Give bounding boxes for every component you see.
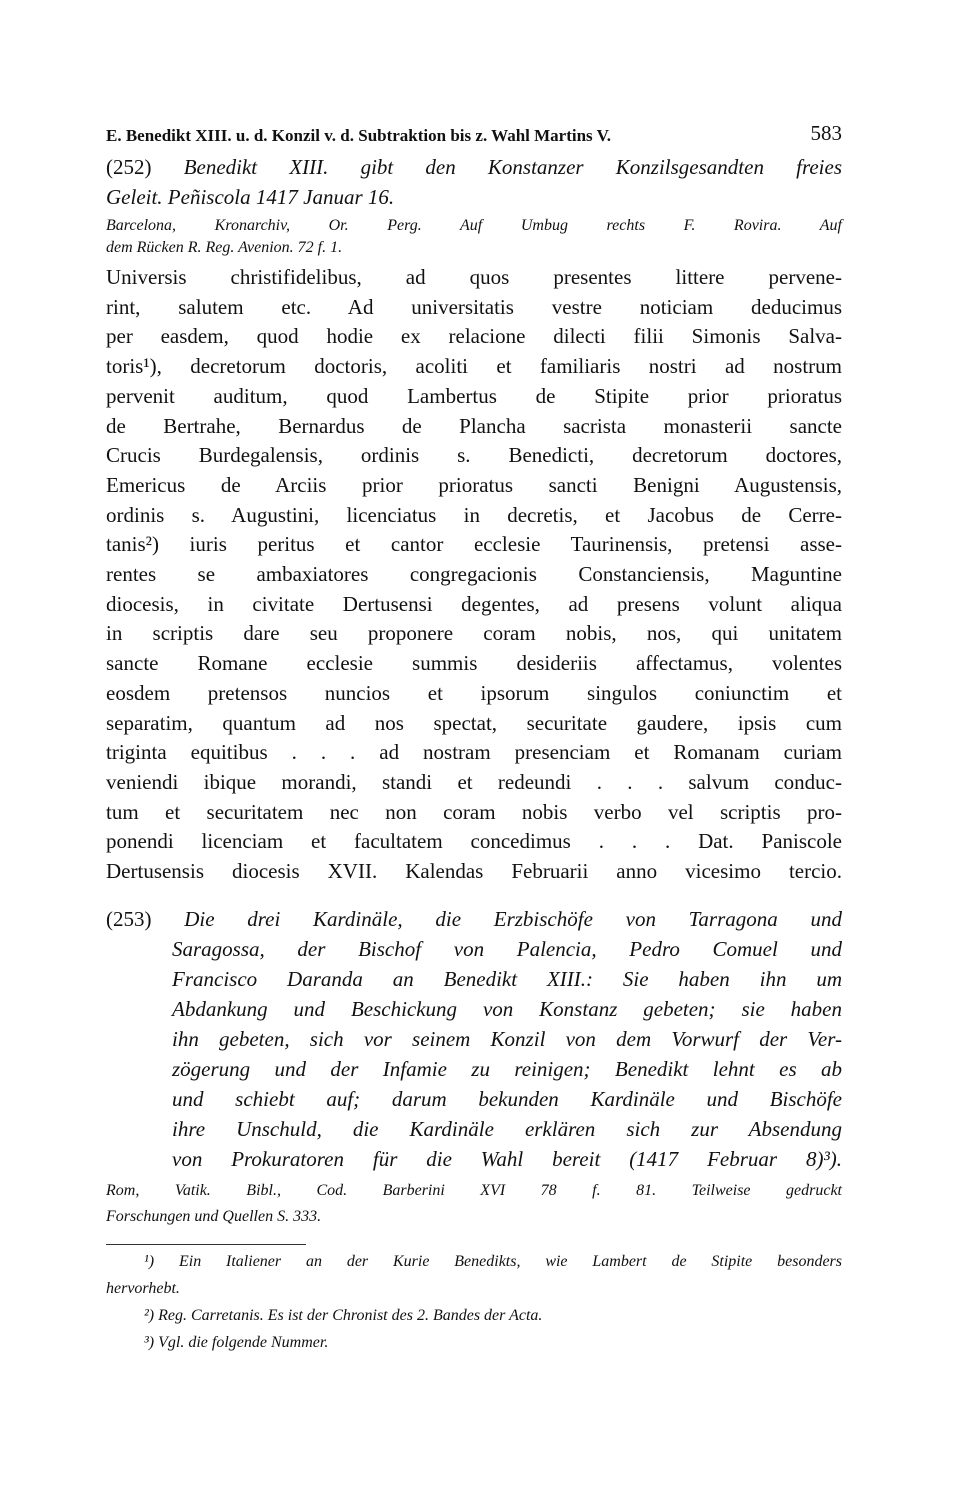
- text-line: Dertusensis diocesis XVII. Kalendas Februarii anno vicesimo tercio.: [106, 859, 842, 884]
- text-line: in scriptis dare seu proponere coram nobis, nos, qui unitatem: [106, 621, 842, 646]
- running-title: E. Benedikt XIII. u. d. Konzil v. d. Subtraktion bis z. Wahl Martins V.: [106, 126, 611, 145]
- text-line: pervenit auditum, quod Lambertus de Stipite prior prioratus: [106, 383, 842, 408]
- text-line: ordinis s. Augustini, licenciatus in decretis, et Jacobus de Cerre-: [106, 502, 842, 527]
- entry-253-title: [106, 904, 842, 1174]
- entry-253-title-line: Abdankung und Beschickung von Konstanz gebeten; sie haben: [172, 997, 842, 1021]
- text-line: veniendi ibique morandi, standi et redeundi . . . salvum conduc-: [106, 769, 842, 794]
- text-line: Emericus de Arciis prior prioratus sancti Benigni Augustensis,: [106, 472, 842, 497]
- text-line: rint, salutem etc. Ad universitatis vestre noticiam deducimus: [106, 294, 842, 319]
- footnotes: [106, 1248, 842, 1356]
- entry-253-title-line: Saragossa, der Bischof von Palencia, Pedro Comuel und: [172, 937, 842, 961]
- entry-252-source-line: dem Rücken R. Reg. Avenion. 72 f. 1.: [106, 239, 343, 256]
- text-line: per easdem, quod hodie ex relacione dilecti filii Simonis Salva-: [106, 324, 842, 349]
- entry-253-source: [106, 1178, 842, 1230]
- entry-253-source-line: Forschungen und Quellen S. 333.: [106, 1208, 322, 1225]
- text-line: eosdem pretensos nuncios et ipsorum singulos coniunctim et: [106, 680, 842, 705]
- entry-253-title-line: Francisco Daranda an Benedikt XIII.: Sie haben ihn um: [172, 967, 842, 991]
- entry-253-title-line: zögerung und der Infamie zu reinigen; Benedikt lehnt es ab: [172, 1057, 842, 1081]
- entry-252-title-line: Geleit. Peñiscola 1417 Januar 16.: [106, 185, 395, 209]
- text-line: toris¹), decretorum doctoris, acoliti et familiaris nostri ad nostrum: [106, 354, 842, 379]
- footnote: ³) Vgl. die folgende Nummer.: [144, 1334, 329, 1351]
- text-line: Crucis Burdegalensis, ordinis s. Benedicti, decretorum doctores,: [106, 443, 842, 468]
- footnote: ²) Reg. Carretanis. Es ist der Chronist des 2. Bandes der Acta.: [144, 1307, 543, 1324]
- entry-252-text: [106, 263, 842, 887]
- entry-252: [106, 152, 842, 887]
- text-line: de Bertrahe, Bernardus de Plancha sacrista monasterii sancte: [106, 413, 842, 438]
- entry-253-title-line: von Prokuratoren für die Wahl bereit (1417 Februar 8)³).: [172, 1147, 842, 1171]
- entry-252-source-line: Barcelona, Kronarchiv, Or. Perg. Auf Umbug rechts F. Rovira. Auf: [106, 217, 842, 234]
- text-line: rentes se ambaxiatores congregacionis Constanciensis, Maguntine: [106, 562, 842, 587]
- entry-252-title: [106, 152, 842, 212]
- entry-252-source: [106, 215, 842, 259]
- entry-253-title-line: ihre Unschuld, die Kardinäle erklären sich zur Absendung: [172, 1117, 842, 1141]
- entry-253-source-line: Rom, Vatik. Bibl., Cod. Barberini XVI 78 f. 81. Teilweise gedruckt: [106, 1182, 842, 1199]
- entry-253-title-line: Die drei Kardinäle, die Erzbischöfe von Tarragona und: [184, 907, 842, 931]
- entry-252-title-line: Benedikt XIII. gibt den Konstanzer Konzilsgesandten freies: [183, 155, 843, 179]
- text-line: ponendi licenciam et facultatem concedimus . . . Dat. Paniscole: [106, 829, 842, 854]
- footnote: ¹) Ein Italiener an der Kurie Benedikts, wie Lambert de Stipite besonders: [144, 1253, 842, 1270]
- text-line: sancte Romane ecclesie summis desideriis affectamus, volentes: [106, 651, 842, 676]
- entry-253-number: (253): [106, 907, 152, 931]
- running-header: [106, 116, 842, 146]
- page-number: 583: [810, 121, 842, 145]
- text-line: triginta equitibus . . . ad nostram presenciam et Romanam curiam: [106, 740, 842, 765]
- footnote-separator: [106, 1244, 306, 1245]
- text-line: Universis christifidelibus, ad quos presentes littere pervene-: [106, 265, 842, 289]
- text-line: separatim, quantum ad nos spectat, securitate gaudere, ipsis cum: [106, 710, 842, 735]
- text-line: diocesis, in civitate Dertusensi degentes, ad presens volunt aliqua: [106, 591, 842, 616]
- footnote: hervorhebt.: [106, 1280, 180, 1297]
- entry-253-title-line: und schiebt auf; darum bekunden Kardinäle und Bischöfe: [172, 1087, 842, 1111]
- text-line: tanis²) iuris peritus et cantor ecclesie Taurinensis, pretensi asse-: [106, 532, 842, 557]
- text-line: tum et securitatem nec non coram nobis verbo vel scriptis pro-: [106, 799, 842, 824]
- entry-252-number: (252): [106, 155, 152, 179]
- entry-253: [106, 904, 842, 1230]
- entry-253-title-line: ihn gebeten, sich vor seinem Konzil von dem Vorwurf der Ver-: [172, 1027, 842, 1051]
